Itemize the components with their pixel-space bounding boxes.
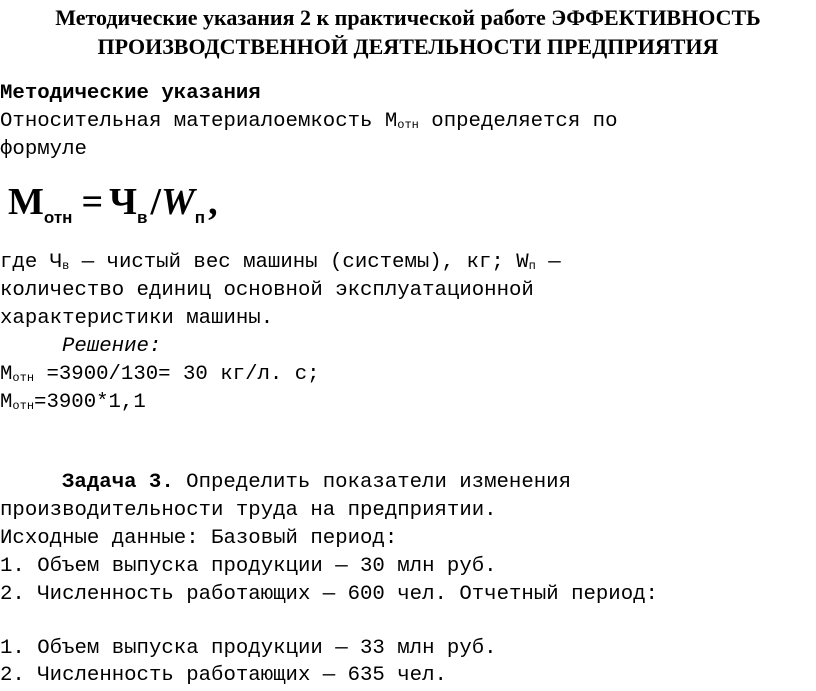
- task-line-3: Исходные данные: Базовый период:: [0, 527, 398, 550]
- task-line-7: 2. Численность работающих — 635 чел.: [0, 664, 447, 687]
- solution-line-2: $М_{отн}=3900*1,1$: [0, 391, 146, 414]
- task-line-4: 1. Объем выпуска продукции — 30 млн руб.: [0, 555, 497, 578]
- task-line-6: 1. Объем выпуска продукции — 33 млн руб.: [0, 637, 497, 660]
- definition-line-2: количество единиц основной эксплуатационной: [0, 279, 534, 302]
- document-title-line-1: Методические указания 2 к практической работе ЭФФЕКТИВНОСТЬ: [55, 5, 761, 30]
- definition-line-3: характеристики машины.: [0, 307, 274, 330]
- solution-line-1: $М_{отн} =3900/130= 30$ кг/л. с;: [0, 363, 320, 386]
- task-label: Задача 3.: [62, 471, 174, 494]
- document-title-line-2: ПРОИЗВОДСТВЕННОЙ ДЕЯТЕЛЬНОСТИ ПРЕДПРИЯТИЯ: [97, 34, 719, 59]
- task-line-2: производительности труда на предприятии.: [0, 499, 497, 522]
- task-line-5: 2. Численность работающих — 600 чел. Отчетный период:: [0, 583, 658, 606]
- definition-line-1: где $Ч_в$ — чистый вес машины (системы), кг; $W_п$ —: [0, 251, 561, 274]
- formula: $М_{отн} = Ч_в/W_п$,: [8, 181, 218, 227]
- task-line-1: Задача 3. Определить показатели изменения: [62, 471, 571, 494]
- guidelines-intro-line-1: Относительная материалоемкость $М_{отн}$ определяется по: [0, 110, 618, 133]
- solution-label: Решение:: [62, 335, 162, 358]
- guidelines-heading: Методические указания: [0, 82, 261, 105]
- guidelines-intro-line-2: формуле: [0, 138, 87, 161]
